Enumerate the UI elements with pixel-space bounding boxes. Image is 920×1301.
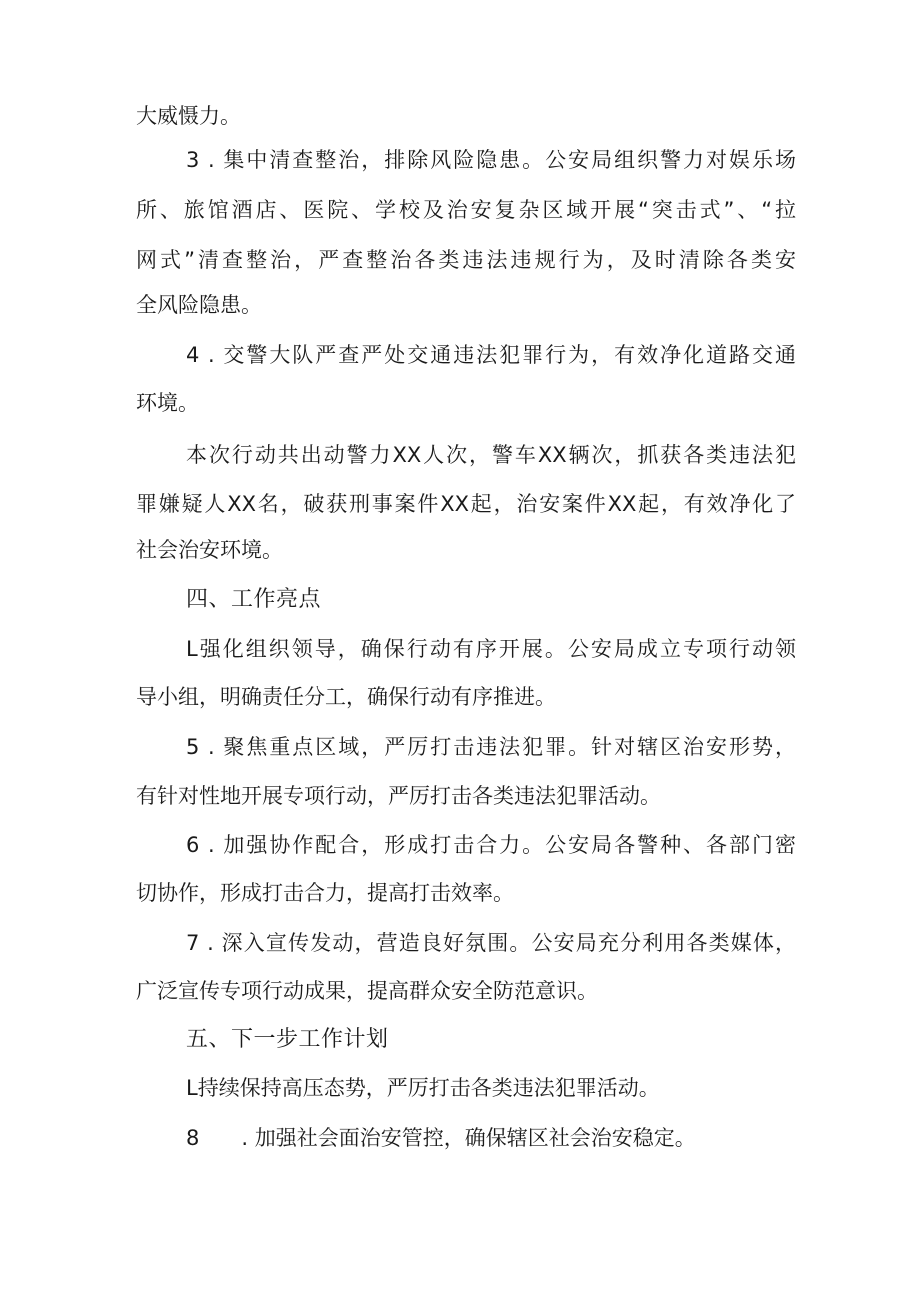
text-line-22: 8 . 加强社会面治安管控，确保辖区社会治安稳定。 xyxy=(186,1126,696,1150)
text-line-10: 社会治安环境。 xyxy=(136,538,283,562)
text-line-14: 5 . 聚焦重点区域，严厉打击违法犯罪。针对辖区治安形势， xyxy=(186,735,796,759)
text-line-9: 罪嫌疑人XX名，破获刑事案件XX起，治安案件XX起，有效净化了 xyxy=(136,492,796,516)
text-line-8: 本次行动共出动警力XX人次，警车XX辆次，抓获各类违法犯 xyxy=(186,443,796,467)
text-line-6: 4 . 交警大队严查严处交通违法犯罪行为，有效净化道路交通 xyxy=(186,343,796,367)
section-heading-4: 四、工作亮点 xyxy=(186,587,322,612)
text-line-2: 3 . 集中清查整治，排除风险隐患。公安局组织警力对娱乐场 xyxy=(186,148,796,172)
text-line-3: 所、旅馆酒店、医院、学校及治安复杂区域开展“突击式”、“拉 xyxy=(136,198,796,222)
text-line-7: 环境。 xyxy=(136,391,199,415)
text-line-18: 7 . 深入宣传发动，营造良好氛围。公安局充分利用各类媒体， xyxy=(186,931,796,955)
text-line-17: 切协作，形成打击合力，提高打击效率。 xyxy=(136,881,514,905)
text-line-13: 导小组，明确责任分工，确保行动有序推进。 xyxy=(136,685,556,709)
text-line-5: 全风险隐患。 xyxy=(136,293,262,317)
section-heading-5: 五、下一步工作计划 xyxy=(186,1027,389,1052)
text-line-15: 有针对性地开展专项行动，严厉打击各类违法犯罪活动。 xyxy=(136,784,661,808)
text-line-1: 大威慑力。 xyxy=(136,104,241,128)
text-line-4: 网式”清查整治，严查整治各类违法违规行为，及时清除各类安 xyxy=(136,248,796,272)
text-line-12: L强化组织领导，确保行动有序开展。公安局成立专项行动领 xyxy=(186,637,796,661)
text-line-19: 广泛宣传专项行动成果，提高群众安全防范意识。 xyxy=(136,979,598,1003)
text-line-21: L持续保持高压态势，严厉打击各类违法犯罪活动。 xyxy=(186,1076,660,1100)
text-line-16: 6 . 加强协作配合，形成打击合力。公安局各警种、各部门密 xyxy=(186,833,796,857)
